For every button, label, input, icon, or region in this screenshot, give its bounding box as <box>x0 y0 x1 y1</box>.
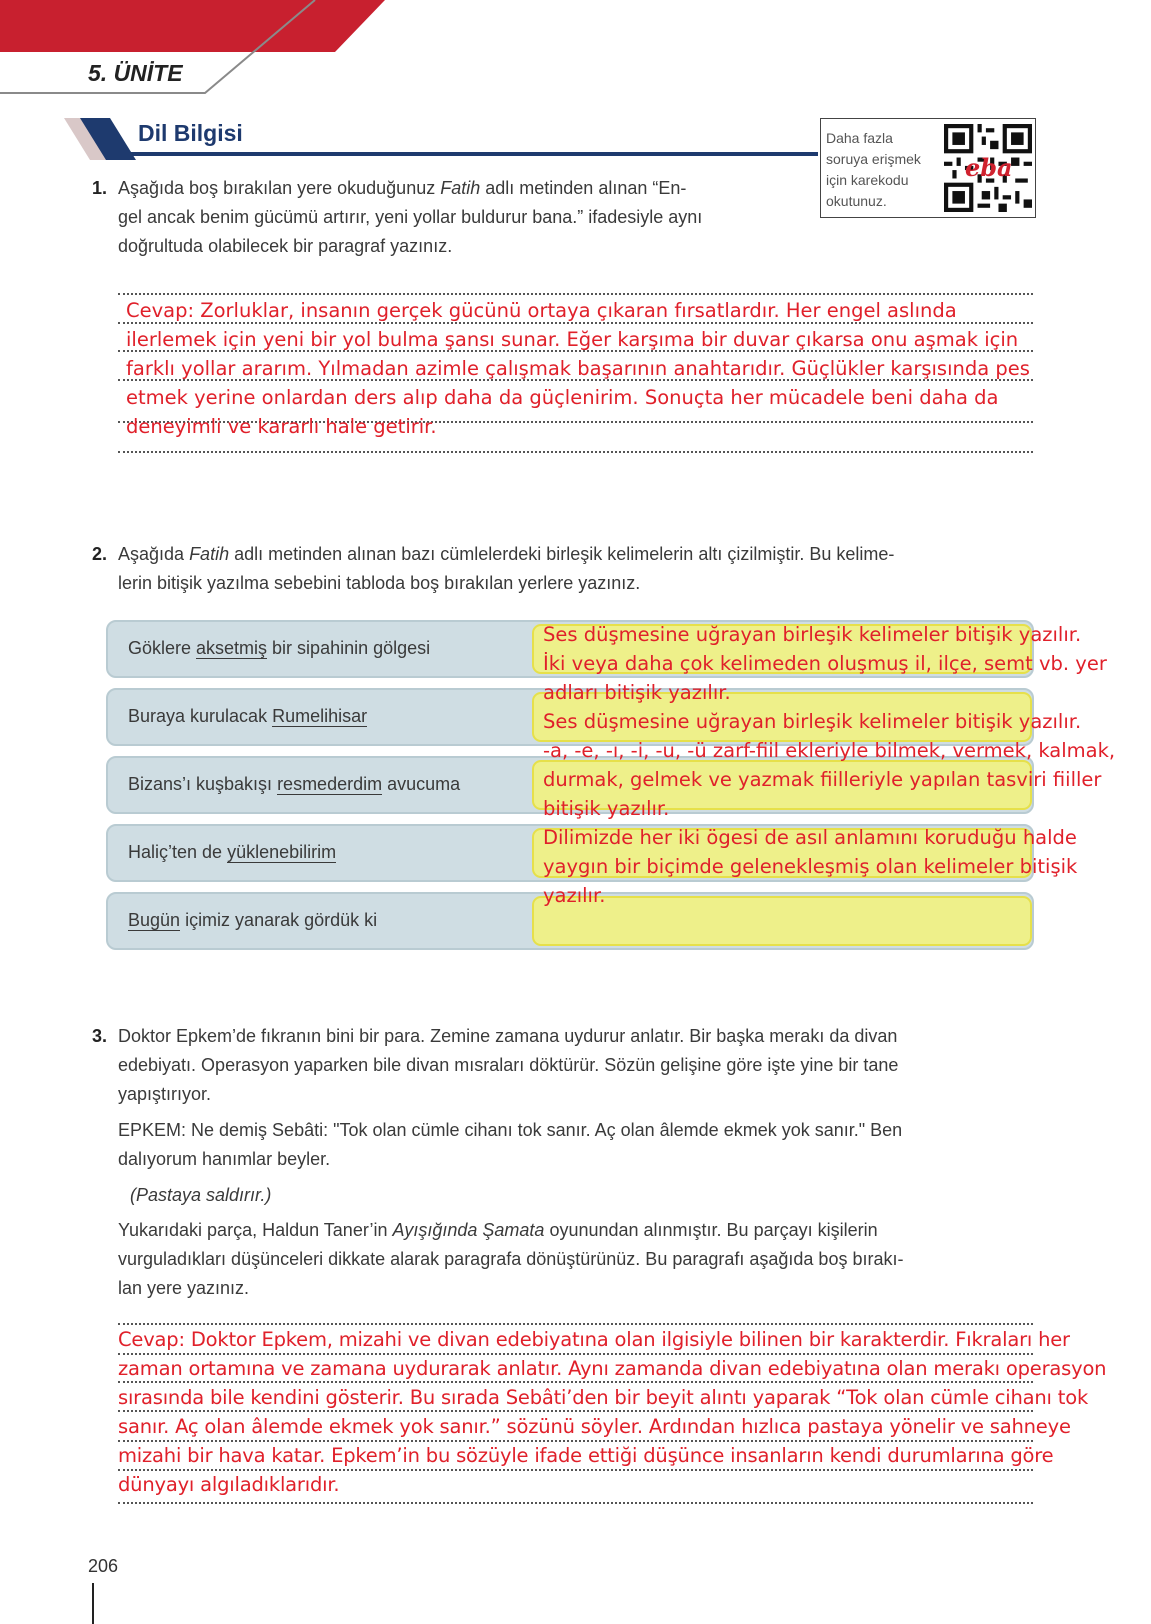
answer-text-line: mizahi bir hava katar. Epkem’in bu sözüyle ifade ettiği düşünce insanların kendi durumlarına göre <box>118 1444 1054 1467</box>
stage-direction: (Pastaya saldırır.) <box>130 1185 272 1205</box>
answer-line <box>118 1502 1033 1504</box>
answer-text-line: Ses düşmesine uğrayan birleşik kelimeler bitişik yazılır. <box>543 623 1082 646</box>
row-sentence <box>128 706 367 727</box>
question-text: adlı metinden alınan “En- <box>480 178 687 198</box>
underlined-word: aksetmiş <box>196 638 268 658</box>
underlined-word: Bugün <box>128 910 181 930</box>
question-text: Aşağıda <box>118 544 190 564</box>
sentence-part: bir sipahinin gölgesi <box>267 638 431 658</box>
question-1-line: gel ancak benim gücümü artırır, yeni yollar buldurur bana.” ifadesiyle aynı <box>118 207 703 227</box>
row-sentence <box>128 842 336 863</box>
answer-text-line: Ses düşmesine uğrayan birleşik kelimeler bitişik yazılır. <box>543 710 1082 733</box>
section-title: Dil Bilgisi <box>138 120 243 146</box>
qr-caption-line: okutunuz. <box>826 193 887 209</box>
answer-text-line: bitişik yazılır. <box>543 797 670 820</box>
epkem-quote: dalıyorum hanımlar beyler. <box>118 1149 331 1169</box>
answer-text-line: durmak, gelmek ve yazmak fiilleriyle yapılan tasviri fiiller <box>543 768 1102 791</box>
sentence-part: Haliç’ten de <box>128 842 228 862</box>
answer-line <box>118 451 1033 453</box>
qr-caption-line: soruya erişmek <box>826 151 921 167</box>
qr-caption <box>826 128 946 212</box>
answer-text-line: Cevap: Doktor Epkem, mizahi ve divan edebiyatına olan ilgisiyle bilinen bir karakterdir. Fıkraları her <box>118 1328 1070 1351</box>
question-text: Yukarıdaki parça, Haldun Taner’in <box>118 1220 393 1240</box>
question-2 <box>92 540 895 569</box>
question-2-line <box>118 540 894 569</box>
eba-logo: eba <box>965 153 1013 182</box>
table-answers <box>543 620 1115 910</box>
qr-caption-line: için karekodu <box>826 172 909 188</box>
qr-caption-line: Daha fazla <box>826 130 893 146</box>
question-1-line: doğrultuda olabilecek bir paragraf yazınız. <box>118 236 453 256</box>
answer-text-line: zaman ortamına ve zamana uydurarak anlatır. Aynı zamanda divan edebiyatına olan merakı operasyon <box>118 1357 1107 1380</box>
answer-line <box>118 293 1033 295</box>
page-number-bar <box>92 1583 94 1624</box>
answer-3[interactable] <box>118 1325 1106 1499</box>
question-1 <box>92 174 792 203</box>
underlined-word: Rumelihisar <box>272 706 368 726</box>
question-3-instruction: vurguladıkları düşünceleri dikkate alarak paragrafa dönüştürünüz. Bu paragrafı aşağıda boş bırakı- <box>118 1249 904 1269</box>
question-number: 1. <box>92 178 108 198</box>
page-number: 206 <box>88 1556 119 1576</box>
question-3-line: edebiyatı. Operasyon yaparken bile divan mısraları döktürür. Sözün gelişine göre işte yine bir tane <box>118 1055 899 1075</box>
answer-text-line: sanır. Aç olan âlemde ekmek yok sanır.” sözünü söyler. Ardından hızlıca pastaya yönelir ve sahneye <box>118 1415 1071 1438</box>
section-underline <box>130 152 818 156</box>
answer-text-line: farklı yollar ararım. Yılmadan azimle çalışmak başarının anahtarıdır. Güçlükler karşısında pes <box>126 357 1030 380</box>
question-number: 3. <box>92 1026 108 1046</box>
question-3-line: yapıştırıyor. <box>118 1084 212 1104</box>
sentence-part: Bizans’ı kuşbakışı <box>128 774 278 794</box>
answer-text-line: İki veya daha çok kelimeden oluşmuş il, ilçe, semt vb. yer <box>543 652 1107 675</box>
answer-text-line: -a, -e, -ı, -i, -u, -ü zarf-fiil ekleriyle bilmek, vermek, kalmak, <box>543 739 1116 762</box>
question-text-italic: Fatih <box>440 178 481 198</box>
answer-text-line: sırasında bile kendini gösterir. Bu sırada Sebâti’den bir beyit alıntı yaparak “Tok olan cümle cihanı tok <box>118 1386 1089 1409</box>
answer-text-line: yazılır. <box>543 884 606 907</box>
question-text: Aşağıda boş bırakılan yere okuduğunuz <box>118 178 441 198</box>
question-text-italic: Ayışığında Şamata <box>392 1220 545 1240</box>
question-3-line: Doktor Epkem’de fıkranın bini bir para. Zemine zamana uydurur anlatır. Bir başka merakı da divan <box>118 1026 898 1046</box>
question-text-italic: Fatih <box>189 544 230 564</box>
sentence-part: avucuma <box>382 774 461 794</box>
question-text: oyunundan alınmıştır. Bu parçayı kişilerin <box>544 1220 878 1240</box>
question-text: adlı metinden alınan bazı cümlelerdeki birleşik kelimelerin altı çizilmiştir. Bu kelime- <box>229 544 895 564</box>
question-number: 2. <box>92 544 108 564</box>
answer-text-line: ilerlemek için yeni bir yol bulma şansı sunar. Eğer karşıma bir duvar çıkarsa onu aşmak için <box>126 328 1019 351</box>
question-1-line <box>118 174 686 203</box>
answer-1[interactable] <box>126 296 1030 441</box>
sentence-part: Göklere <box>128 638 197 658</box>
row-sentence <box>128 910 377 931</box>
unit-title: 5. ÜNİTE <box>88 60 183 86</box>
underlined-word: resmederdim <box>277 774 383 794</box>
row-sentence <box>128 774 460 795</box>
answer-text-line: Dilimizde her iki ögesi de asıl anlamını koruduğu halde <box>543 826 1077 849</box>
answer-text-line: Cevap: Zorluklar, insanın gerçek gücünü ortaya çıkaran fırsatlardır. Her engel aslında <box>126 299 957 322</box>
row-sentence <box>128 638 430 659</box>
sentence-part: içimiz yanarak gördük ki <box>180 910 378 930</box>
underlined-word: yüklenebilirim <box>227 842 337 862</box>
question-3-instruction <box>118 1216 878 1245</box>
question-3-instruction: lan yere yazınız. <box>118 1278 250 1298</box>
sentence-part: Buraya kurulacak <box>128 706 273 726</box>
answer-text-line: yaygın bir biçimde gelenekleşmiş olan kelimeler bitişik <box>543 855 1078 878</box>
epkem-quote: EPKEM: Ne demiş Sebâti: "Tok olan cümle cihanı tok sanır. Aç olan âlemde ekmek yok sanır." Ben <box>118 1120 903 1140</box>
answer-text-line: etmek yerine onlardan ders alıp daha da güçlenirim. Sonuçta her mücadele beni daha da <box>126 386 999 409</box>
question-3 <box>92 1022 898 1051</box>
answer-text-line: deneyimli ve kararlı hale getirir. <box>126 415 437 438</box>
answer-text-line: adları bitişik yazılır. <box>543 681 731 704</box>
answer-text-line: dünyayı algıladıklarıdır. <box>118 1473 340 1496</box>
question-2-line: lerin bitişik yazılma sebebini tabloda boş bırakılan yerlere yazınız. <box>118 573 641 593</box>
